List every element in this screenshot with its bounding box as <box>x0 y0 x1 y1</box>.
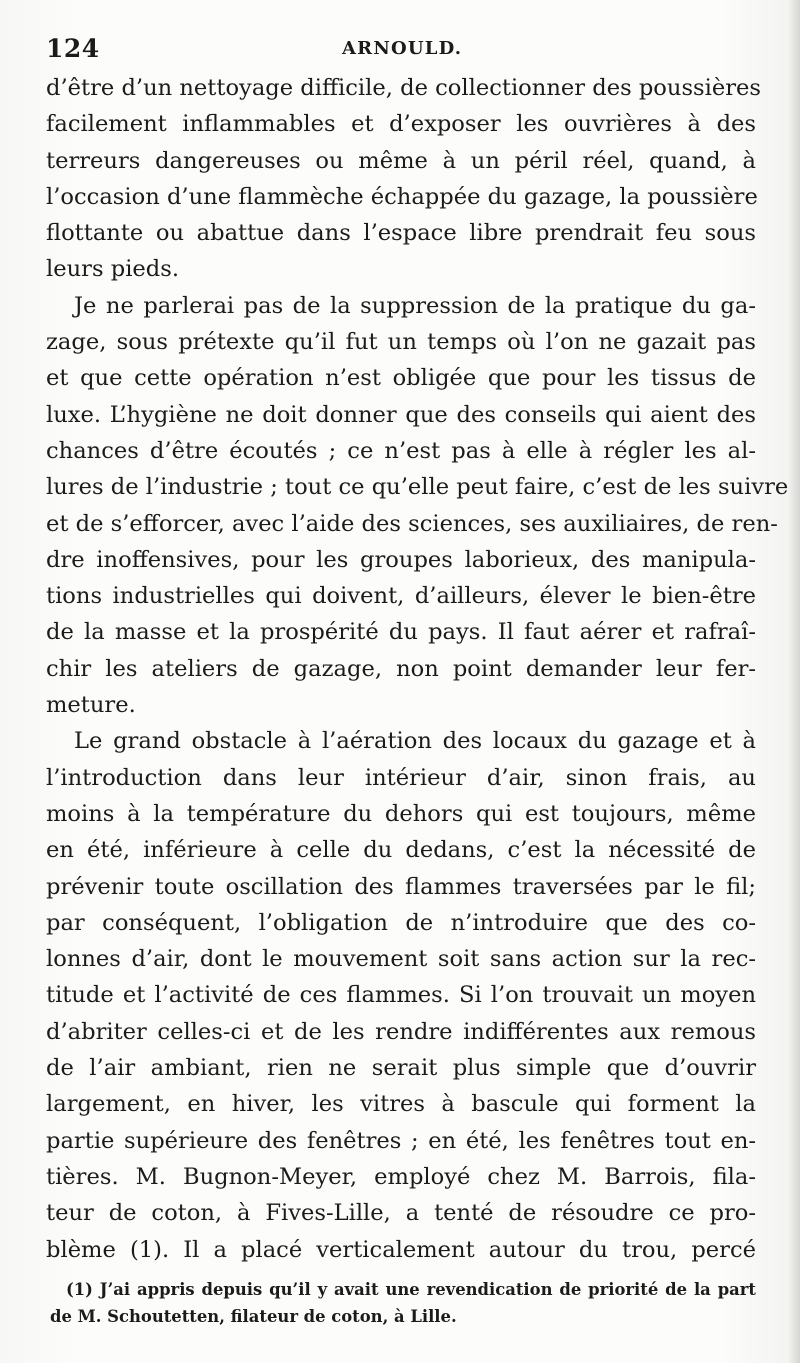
text-line: l’introduction dans leur intérieur d’air, sinon frais, au <box>46 764 756 791</box>
text-line: partie supérieure des fenêtres ; en été, les fenêtres tout en- <box>46 1127 756 1154</box>
page-binding-shadow <box>788 0 800 1363</box>
text-line: largement, en hiver, les vitres à bascule qui forment la <box>46 1091 756 1118</box>
text-line: blème (1). Il a placé verticalement autour du trou, percé <box>46 1236 756 1263</box>
text-line-paragraph-start: Le grand obstacle à l’aération des locaux du gazage et à <box>74 728 756 755</box>
text-line: et que cette opération n’est obligée que pour les tissus de <box>46 365 756 392</box>
text-line: meture. <box>46 692 136 719</box>
text-line: teur de coton, à Fives-Lille, a tenté de résoudre ce pro- <box>46 1200 756 1227</box>
page-header <box>46 30 756 70</box>
text-line: chances d’être écoutés ; ce n’est pas à elle à régler les al- <box>46 437 756 464</box>
text-line: lures de l’industrie ; tout ce qu’elle peut faire, c’est de les suivre <box>46 474 789 501</box>
text-line: de la masse et la prospérité du pays. Il faut aérer et rafraî- <box>46 619 756 646</box>
text-line: en été, inférieure à celle du dedans, c’est la nécessité de <box>46 837 756 864</box>
text-line-paragraph-start: Je ne parlerai pas de la suppression de la pratique du ga- <box>74 292 756 319</box>
text-line: et de s’efforcer, avec l’aide des sciences, ses auxiliaires, de ren- <box>46 510 778 537</box>
text-line: leurs pieds. <box>46 256 180 283</box>
text-line: luxe. L’hygiène ne doit donner que des conseils qui aient des <box>46 401 756 428</box>
text-line: de l’air ambiant, rien ne serait plus simple que d’ouvrir <box>46 1055 756 1082</box>
footnote-line: de M. Schoutetten, filateur de coton, à Lille. <box>50 1307 457 1326</box>
text-line: chir les ateliers de gazage, non point demander leur fer- <box>46 655 756 682</box>
text-line: l’occasion d’une flammèche échappée du gazage, la poussière <box>46 183 758 210</box>
text-line: lonnes d’air, dont le mouvement soit sans action sur la rec- <box>46 946 756 973</box>
body-text <box>46 70 789 1268</box>
text-line: moins à la température du dehors qui est toujours, même <box>46 800 756 827</box>
text-line: flottante ou abattue dans l’espace libre prendrait feu sous <box>46 220 756 247</box>
text-line: d’abriter celles-ci et de les rendre indifférentes aux remous <box>46 1018 756 1045</box>
footnote-line: (1) J’ai appris depuis qu’il y avait une revendication de priorité de la part <box>66 1280 756 1299</box>
text-line: facilement inflammables et d’exposer les ouvrières à des <box>46 111 756 138</box>
footnote <box>50 1276 756 1330</box>
text-line: prévenir toute oscillation des flammes traversées par le fil; <box>46 873 756 900</box>
text-line: tières. M. Bugnon-Meyer, employé chez M. Barrois, fila- <box>46 1163 756 1190</box>
page-number: 124 <box>46 34 100 63</box>
text-line: par conséquent, l’obligation de n’introduire que des co- <box>46 909 756 936</box>
text-line: titude et l’activité de ces flammes. Si l’on trouvait un moyen <box>46 982 756 1009</box>
text-line: tions industrielles qui doivent, d’ailleurs, élever le bien-être <box>46 583 756 610</box>
text-line: terreurs dangereuses ou même à un péril réel, quand, à <box>46 147 756 174</box>
text-line: dre inoffensives, pour les groupes laborieux, des manipula- <box>46 546 756 573</box>
text-line: zage, sous prétexte qu’il fut un temps où l’on ne gazait pas <box>46 329 756 356</box>
running-head: ARNOULD. <box>342 38 463 59</box>
text-line: d’être d’un nettoyage difficile, de collectionner des poussières <box>46 75 762 101</box>
